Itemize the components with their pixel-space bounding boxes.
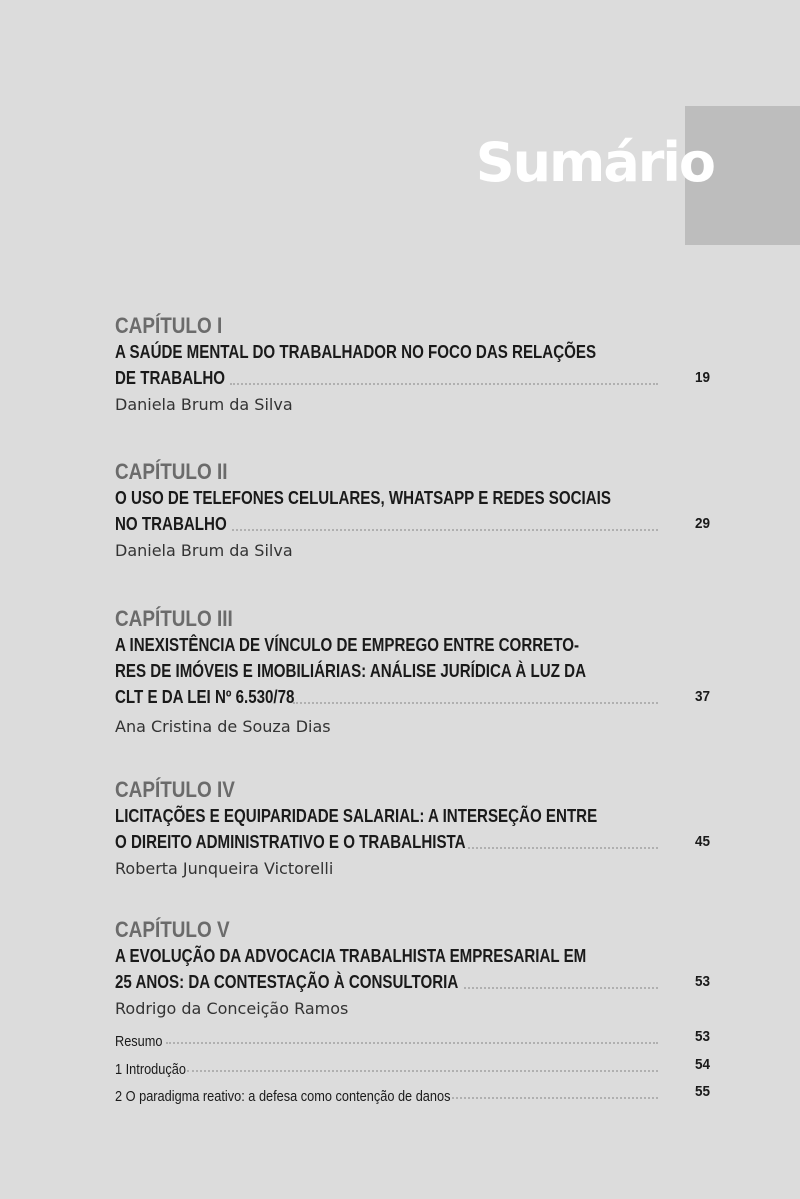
- leader-dots: [448, 1096, 658, 1099]
- page-number: 29: [695, 515, 711, 532]
- leader-dots: [230, 382, 658, 385]
- chapter-title-line: A SAÚDE MENTAL DO TRABALHADOR NO FOCO DAS RELAÇÕES: [115, 342, 597, 362]
- subentry-title: 2 O paradigma reativo: a defesa como contenção de danos: [115, 1088, 451, 1105]
- chapter-title-line: O USO DE TELEFONES CELULARES, WHATSAPP E REDES SOCIAIS: [115, 488, 611, 508]
- chapter-4: [115, 777, 715, 883]
- chapter-title-line: A INEXISTÊNCIA DE VÍNCULO DE EMPREGO ENTRE CORRETO-: [115, 635, 580, 655]
- chapter-label: CAPÍTULO II: [115, 459, 228, 484]
- chapter-title-link[interactable]: [115, 803, 715, 855]
- chapter-title-link[interactable]: [115, 485, 715, 537]
- subentry-title: 1 Introdução: [115, 1061, 186, 1078]
- page-number: 37: [695, 688, 711, 705]
- chapter-label: CAPÍTULO I: [115, 313, 223, 338]
- chapter-2: [115, 459, 715, 565]
- chapter-title-line: CLT E DA LEI Nº 6.530/78: [115, 687, 295, 707]
- chapter-5: [115, 917, 715, 1023]
- chapter-label: CAPÍTULO III: [115, 606, 233, 631]
- leader-dots: [293, 701, 658, 704]
- page-number: 53: [695, 1028, 711, 1045]
- page-number: 54: [695, 1056, 711, 1073]
- chapter-label: CAPÍTULO V: [115, 917, 230, 942]
- page-number: 19: [695, 369, 711, 386]
- chapter-3: [115, 606, 715, 741]
- page-number: 55: [695, 1083, 711, 1100]
- chapter-author: Rodrigo da Conceição Ramos: [115, 999, 349, 1018]
- subentry-title: Resumo: [115, 1033, 163, 1050]
- chapter-title-line: 25 ANOS: DA CONTESTAÇÃO À CONSULTORIA: [115, 972, 459, 992]
- leader-dots: [166, 1041, 658, 1044]
- page-title: Sumário: [475, 131, 714, 194]
- chapter-title-line: DE TRABALHO: [115, 368, 226, 388]
- chapter-title-line: O DIREITO ADMINISTRATIVO E O TRABALHISTA: [115, 832, 466, 852]
- toc-subentry[interactable]: [115, 1052, 715, 1078]
- leader-dots: [232, 528, 658, 531]
- toc-subentry[interactable]: [115, 1024, 715, 1050]
- leader-dots: [464, 986, 658, 989]
- chapter-author: Ana Cristina de Souza Dias: [115, 717, 331, 736]
- chapter-title-line: RES DE IMÓVEIS E IMOBILIÁRIAS: ANÁLISE JURÍDICA À LUZ DA: [115, 661, 586, 681]
- chapter-title-link[interactable]: [115, 943, 715, 995]
- chapter-author: Daniela Brum da Silva: [115, 541, 293, 560]
- leader-dots: [468, 846, 658, 849]
- page-number: 53: [695, 973, 711, 990]
- chapter-label: CAPÍTULO IV: [115, 777, 235, 802]
- chapter-title-line: A EVOLUÇÃO DA ADVOCACIA TRABALHISTA EMPRESARIAL EM: [115, 946, 587, 966]
- chapter-title-link[interactable]: [115, 632, 715, 710]
- toc-subentry[interactable]: [115, 1079, 715, 1105]
- chapter-author: Daniela Brum da Silva: [115, 395, 293, 414]
- chapter-1: [115, 313, 715, 419]
- page-number: 45: [695, 833, 711, 850]
- chapter-title-line: LICITAÇÕES E EQUIPARIDADE SALARIAL: A INTERSEÇÃO ENTRE: [115, 806, 598, 826]
- chapter-author: Roberta Junqueira Victorelli: [115, 859, 334, 878]
- chapter-title-link[interactable]: [115, 339, 715, 391]
- chapter-title-line: NO TRABALHO: [115, 514, 227, 534]
- leader-dots: [187, 1069, 658, 1072]
